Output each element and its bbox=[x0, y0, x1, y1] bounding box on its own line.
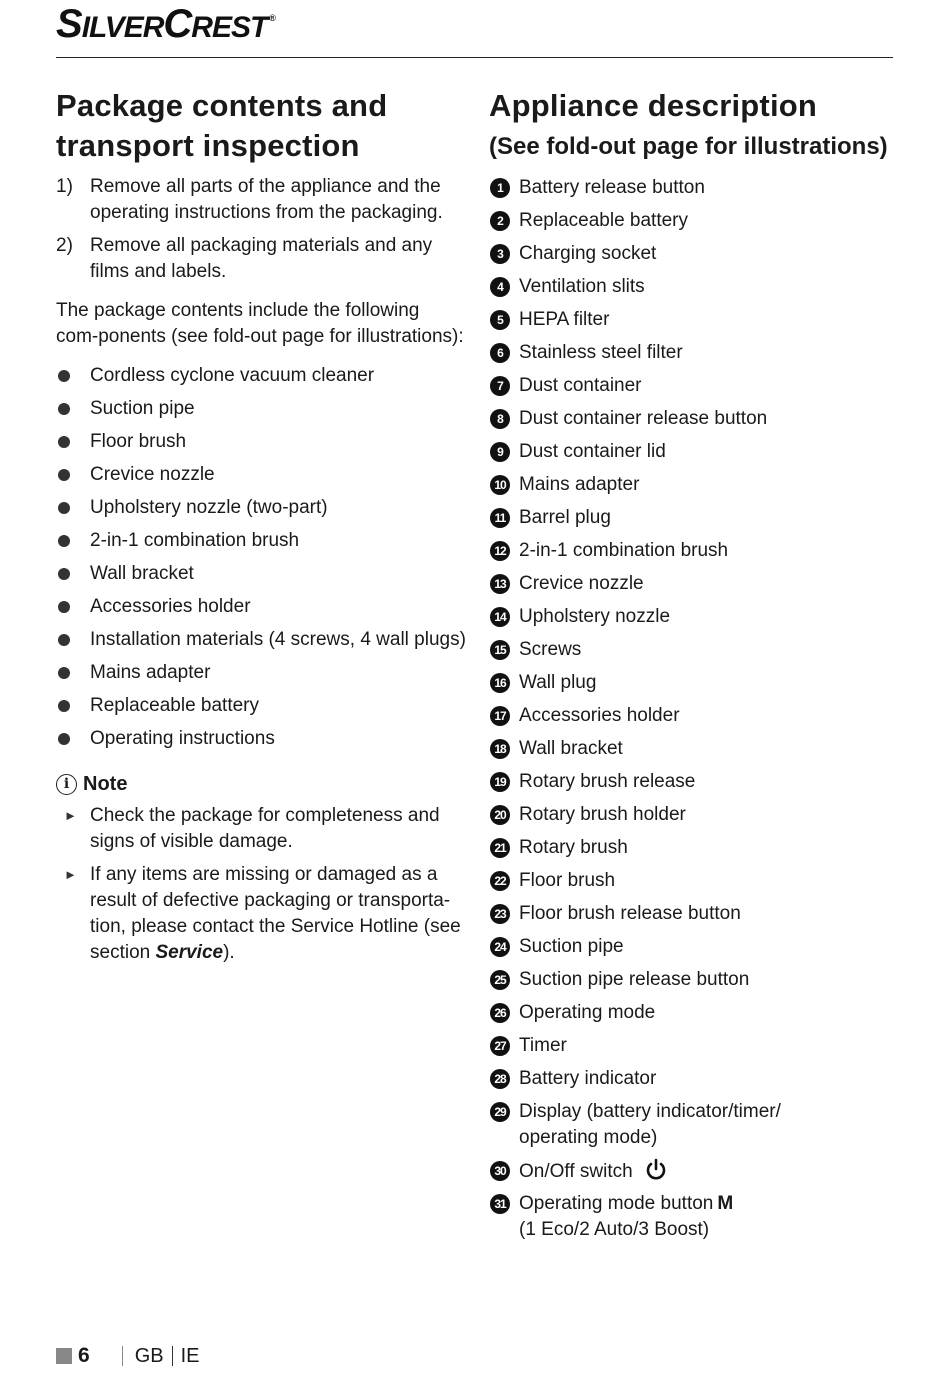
contents-item bbox=[56, 396, 466, 429]
header-rule bbox=[56, 57, 893, 58]
part-label: Floor brush release button bbox=[519, 903, 741, 924]
bullet-icon bbox=[58, 436, 70, 448]
part-label: Crevice nozzle bbox=[519, 573, 644, 594]
part-item bbox=[489, 208, 909, 241]
part-label: Mains adapter bbox=[519, 474, 640, 495]
power-icon bbox=[646, 1158, 666, 1180]
part-item bbox=[489, 1191, 909, 1250]
part-item bbox=[489, 472, 909, 505]
part-number-badge: 13 bbox=[490, 574, 510, 594]
contents-item bbox=[56, 429, 466, 462]
part-label: Barrel plug bbox=[519, 507, 611, 528]
part-number-badge: 11 bbox=[490, 508, 510, 528]
part-number-badge: 24 bbox=[490, 937, 510, 957]
note-text: If any items are missing or damaged as a result of defective packaging or transporta-tion, please contact the Service Hotline (see section bbox=[90, 864, 461, 963]
part-label: Operating mode bbox=[519, 1002, 656, 1023]
bullet-icon bbox=[58, 370, 70, 382]
contents-item-label: Operating instructions bbox=[90, 728, 275, 749]
part-item bbox=[489, 175, 909, 208]
step-item bbox=[56, 233, 466, 285]
left-column bbox=[56, 86, 466, 973]
footer-square-icon bbox=[56, 1348, 72, 1364]
contents-item-label: Replaceable battery bbox=[90, 695, 259, 716]
part-number-badge: 29 bbox=[490, 1102, 510, 1122]
part-label-cont: operating mode) bbox=[519, 1127, 658, 1148]
part-number-badge: 12 bbox=[490, 541, 510, 561]
part-item bbox=[489, 406, 909, 439]
contents-item-label: Accessories holder bbox=[90, 596, 251, 617]
contents-item bbox=[56, 495, 466, 528]
language-code-ie: IE bbox=[180, 1344, 200, 1367]
contents-item bbox=[56, 627, 466, 660]
appliance-description-heading: Appliance description bbox=[489, 88, 818, 123]
contents-intro: The package contents include the following com-ponents (see fold-out page for illustrations): bbox=[56, 300, 464, 347]
bullet-icon bbox=[58, 601, 70, 613]
step-text: Remove all packaging materials and any films and labels. bbox=[90, 235, 433, 282]
bullet-icon bbox=[58, 667, 70, 679]
unpacking-steps bbox=[56, 174, 466, 285]
part-number-badge: 28 bbox=[490, 1069, 510, 1089]
note-heading bbox=[56, 769, 466, 799]
part-number-badge: 31 bbox=[490, 1194, 510, 1214]
part-label: Display (battery indicator/timer/ bbox=[519, 1101, 781, 1122]
contents-item bbox=[56, 660, 466, 693]
logo-text-3: C bbox=[163, 2, 192, 46]
part-item bbox=[489, 901, 909, 934]
part-label: 2-in-1 combination brush bbox=[519, 540, 729, 561]
contents-item bbox=[56, 561, 466, 594]
contents-item-label: Upholstery nozzle (two-part) bbox=[90, 497, 328, 518]
part-number-badge: 4 bbox=[490, 277, 510, 297]
part-number-badge: 9 bbox=[490, 442, 510, 462]
note-title: Note bbox=[83, 772, 128, 795]
part-label: On/Off switch bbox=[519, 1161, 633, 1182]
part-number-badge: 2 bbox=[490, 211, 510, 231]
part-number-badge: 8 bbox=[490, 409, 510, 429]
logo-text-2: ILVER bbox=[81, 11, 164, 44]
part-item bbox=[489, 1099, 909, 1158]
arrow-right-icon: ► bbox=[64, 808, 77, 823]
part-label: Wall plug bbox=[519, 672, 597, 693]
part-item bbox=[489, 274, 909, 307]
part-item bbox=[489, 340, 909, 373]
contents-item-label: Wall bracket bbox=[90, 563, 194, 584]
part-label: Battery indicator bbox=[519, 1068, 657, 1089]
step-number: 1) bbox=[56, 176, 73, 197]
step-item bbox=[56, 174, 466, 226]
part-item bbox=[489, 1033, 909, 1066]
part-item bbox=[489, 736, 909, 769]
contents-item bbox=[56, 462, 466, 495]
contents-item bbox=[56, 363, 466, 396]
part-item bbox=[489, 769, 909, 802]
part-number-badge: 20 bbox=[490, 805, 510, 825]
part-item bbox=[489, 1158, 909, 1191]
contents-item-label: 2-in-1 combination brush bbox=[90, 530, 300, 551]
part-number-badge: 10 bbox=[490, 475, 510, 495]
part-number-badge: 25 bbox=[490, 970, 510, 990]
step-number: 2) bbox=[56, 235, 73, 256]
info-icon: i bbox=[56, 774, 77, 795]
part-number-badge: 3 bbox=[490, 244, 510, 264]
note-list bbox=[56, 803, 466, 966]
part-number-badge: 15 bbox=[490, 640, 510, 660]
part-number-badge: 1 bbox=[490, 178, 510, 198]
part-number-badge: 30 bbox=[490, 1161, 510, 1181]
part-label: Suction pipe release button bbox=[519, 969, 750, 990]
bullet-icon bbox=[58, 568, 70, 580]
part-item bbox=[489, 967, 909, 1000]
logo-text-1: S bbox=[56, 2, 82, 46]
bullet-icon bbox=[58, 700, 70, 712]
note-item bbox=[56, 803, 466, 855]
part-item bbox=[489, 538, 909, 571]
part-item bbox=[489, 439, 909, 472]
contents-item bbox=[56, 594, 466, 627]
contents-item bbox=[56, 726, 466, 759]
part-label: Operating mode button bbox=[519, 1193, 714, 1214]
contents-item-label: Mains adapter bbox=[90, 662, 211, 683]
part-number-badge: 21 bbox=[490, 838, 510, 858]
contents-item bbox=[56, 528, 466, 561]
contents-item-label: Crevice nozzle bbox=[90, 464, 215, 485]
part-item bbox=[489, 1066, 909, 1099]
footer-divider bbox=[122, 1346, 123, 1366]
part-label: Timer bbox=[519, 1035, 567, 1056]
contents-item-label: Floor brush bbox=[90, 431, 187, 452]
part-number-badge: 6 bbox=[490, 343, 510, 363]
part-item bbox=[489, 637, 909, 670]
bullet-icon bbox=[58, 502, 70, 514]
mode-key-label: M bbox=[717, 1193, 734, 1214]
part-label: Upholstery nozzle bbox=[519, 606, 671, 627]
part-label: Floor brush bbox=[519, 870, 616, 891]
part-number-badge: 16 bbox=[490, 673, 510, 693]
contents-item-label: Cordless cyclone vacuum cleaner bbox=[90, 365, 375, 386]
bullet-icon bbox=[58, 403, 70, 415]
part-label-cont: (1 Eco/2 Auto/3 Boost) bbox=[519, 1219, 710, 1240]
part-number-badge: 27 bbox=[490, 1036, 510, 1056]
part-number-badge: 19 bbox=[490, 772, 510, 792]
part-item bbox=[489, 604, 909, 637]
part-label: Rotary brush holder bbox=[519, 804, 686, 825]
step-text: Remove all parts of the appliance and the operating instructions from the packaging. bbox=[90, 176, 443, 223]
page-number: 6 bbox=[78, 1344, 90, 1367]
part-label: Rotary brush release bbox=[519, 771, 696, 792]
part-number-badge: 23 bbox=[490, 904, 510, 924]
part-item bbox=[489, 307, 909, 340]
contents-item bbox=[56, 693, 466, 726]
part-label: Stainless steel filter bbox=[519, 342, 683, 363]
part-number-badge: 17 bbox=[490, 706, 510, 726]
footer-divider bbox=[172, 1346, 173, 1366]
parts-list bbox=[489, 175, 909, 1099]
heading-line-2: transport inspection bbox=[56, 128, 360, 163]
part-number-badge: 18 bbox=[490, 739, 510, 759]
part-label: Dust container bbox=[519, 375, 642, 396]
language-code-gb: GB bbox=[134, 1344, 164, 1367]
brand-logo bbox=[56, 4, 275, 44]
part-number-badge: 7 bbox=[490, 376, 510, 396]
part-label: Charging socket bbox=[519, 243, 657, 264]
part-item bbox=[489, 802, 909, 835]
part-item bbox=[489, 505, 909, 538]
service-reference: Service bbox=[155, 942, 224, 963]
bullet-icon bbox=[58, 469, 70, 481]
part-item bbox=[489, 934, 909, 967]
part-label: HEPA filter bbox=[519, 309, 610, 330]
part-item bbox=[489, 1000, 909, 1033]
part-label: Rotary brush bbox=[519, 837, 628, 858]
part-item bbox=[489, 835, 909, 868]
logo-text-4: REST bbox=[191, 11, 268, 44]
contents-item-label: Suction pipe bbox=[90, 398, 195, 419]
contents-list bbox=[56, 363, 466, 759]
appliance-description-subheading: (See fold-out page for illustrations) bbox=[489, 133, 888, 160]
right-column bbox=[489, 86, 909, 1250]
part-label: Accessories holder bbox=[519, 705, 680, 726]
package-contents-heading bbox=[56, 86, 466, 166]
note-text-end: ). bbox=[223, 942, 235, 963]
part-number-badge: 5 bbox=[490, 310, 510, 330]
part-label: Replaceable battery bbox=[519, 210, 688, 231]
note-item bbox=[56, 862, 466, 966]
part-item bbox=[489, 868, 909, 901]
note-text: Check the package for completeness and signs of visible damage. bbox=[90, 805, 440, 852]
part-label: Ventilation slits bbox=[519, 276, 645, 297]
registered-mark: ® bbox=[269, 13, 275, 23]
contents-item-label: Installation materials (4 screws, 4 wall plugs) bbox=[90, 629, 466, 650]
part-label: Battery release button bbox=[519, 177, 705, 198]
part-item bbox=[489, 703, 909, 736]
part-label: Wall bracket bbox=[519, 738, 623, 759]
part-label: Screws bbox=[519, 639, 582, 660]
part-label: Dust container lid bbox=[519, 441, 666, 462]
page-footer bbox=[56, 1342, 200, 1370]
parts-list-tail bbox=[489, 1099, 909, 1250]
part-number-badge: 22 bbox=[490, 871, 510, 891]
bullet-icon bbox=[58, 634, 70, 646]
part-label: Dust container release button bbox=[519, 408, 768, 429]
bullet-icon bbox=[58, 535, 70, 547]
part-item bbox=[489, 670, 909, 703]
part-item bbox=[489, 241, 909, 274]
part-item bbox=[489, 571, 909, 604]
heading-line-1: Package contents and bbox=[56, 88, 388, 123]
arrow-right-icon: ► bbox=[64, 867, 77, 882]
part-number-badge: 14 bbox=[490, 607, 510, 627]
part-item bbox=[489, 373, 909, 406]
bullet-icon bbox=[58, 733, 70, 745]
part-number-badge: 26 bbox=[490, 1003, 510, 1023]
part-label: Suction pipe bbox=[519, 936, 624, 957]
